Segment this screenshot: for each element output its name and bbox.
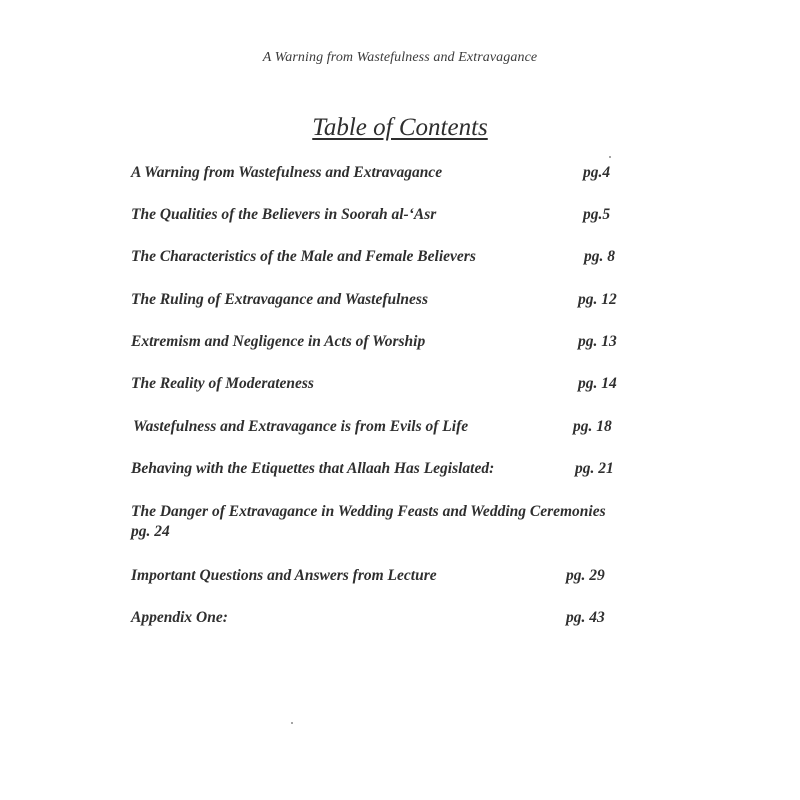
scan-speck xyxy=(291,722,293,724)
toc-entry-page: pg.5 xyxy=(583,206,611,223)
running-header: A Warning from Wastefulness and Extravagance xyxy=(262,50,538,65)
toc-entry-title: The Danger of Extravagance in Wedding Feasts and Wedding Ceremonies xyxy=(131,503,606,520)
toc-entry-page: pg. 18 xyxy=(573,418,612,435)
toc-entry-page: pg. 14 xyxy=(578,375,617,392)
toc-entry-page: pg. 12 xyxy=(578,291,617,308)
toc-entry-page: pg. 29 xyxy=(566,567,605,584)
toc-entry-title: A Warning from Wastefulness and Extravagance xyxy=(131,164,443,181)
toc-entry-page: pg. 43 xyxy=(566,609,605,626)
toc-entry-title: Important Questions and Answers from Lecture xyxy=(131,567,437,584)
toc-entry-title: The Ruling of Extravagance and Wastefulness xyxy=(131,291,428,308)
toc-entry-title: Appendix One: xyxy=(131,609,228,626)
scan-speck xyxy=(609,156,611,158)
toc-entry-page: pg.4 xyxy=(583,164,611,181)
toc-entry-page: pg. 13 xyxy=(578,333,617,350)
toc-entry-title: The Qualities of the Believers in Soorah al-‘Asr xyxy=(131,206,437,223)
toc-entry-title: The Characteristics of the Male and Female Believers xyxy=(131,248,476,265)
toc-entry-title: Behaving with the Etiquettes that Allaah Has Legislated: xyxy=(131,460,495,477)
toc-entry-title: The Reality of Moderateness xyxy=(131,375,314,392)
toc-entry-page: pg. 24 xyxy=(131,523,170,540)
toc-entry-page: pg. 21 xyxy=(575,460,614,477)
toc-entry-title: Extremism and Negligence in Acts of Worship xyxy=(131,333,426,350)
toc-entry-title: Wastefulness and Extravagance is from Evils of Life xyxy=(133,418,469,435)
toc-title: Table of Contents xyxy=(312,114,488,141)
toc-entry-page: pg. 8 xyxy=(584,248,615,265)
